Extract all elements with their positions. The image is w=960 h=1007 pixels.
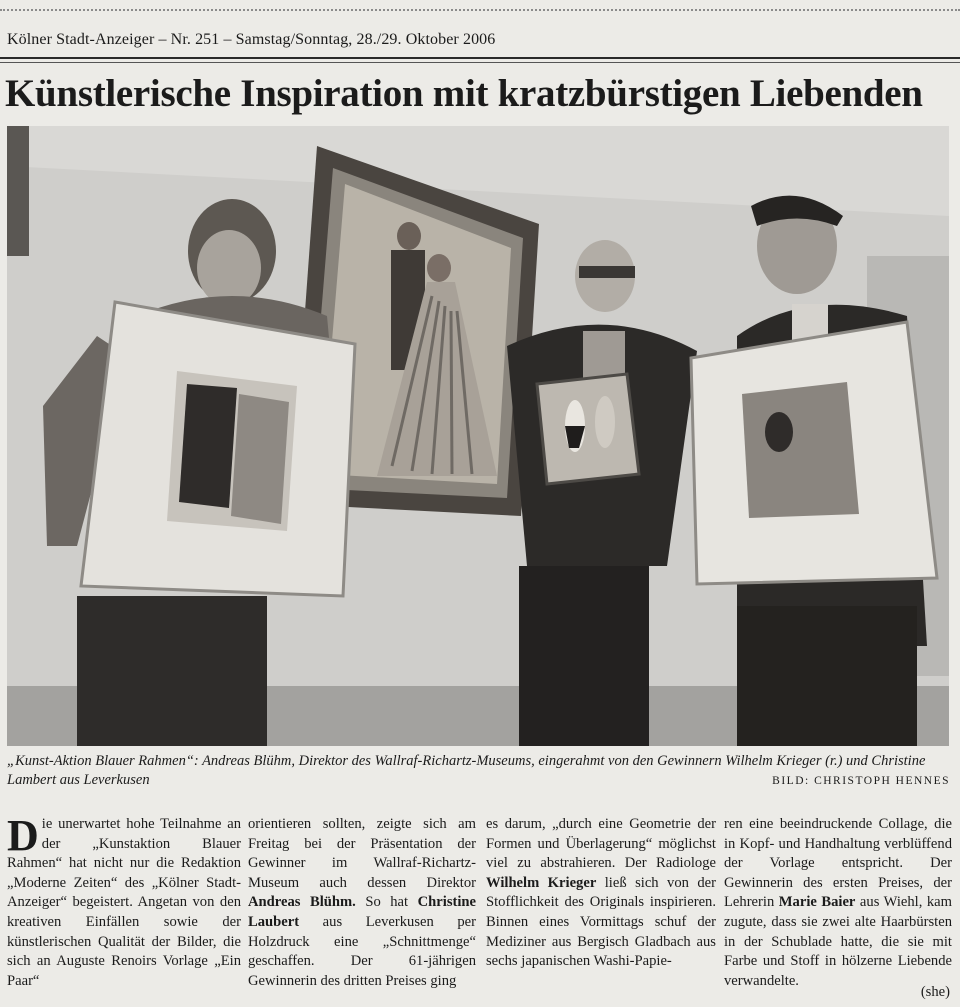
article-column-3 [486,815,716,972]
photo-caption: „Kunst-Aktion Blauer Rahmen“: Andreas Blühm, Direktor des Wallraf-Richartz-Museums, eingerahmt von den Gewinnern Wilhelm Krieger (r.) und Christine Lambert aus Leverkusen [7,753,926,788]
author-signature: (she) [920,984,950,1000]
top-dotted-rule [0,9,960,11]
drop-cap: D [7,811,39,860]
headline: Künstlerische Inspiration mit kratzbürstigen Liebenden [5,72,923,115]
column-4-text-c: aus Wiehl, kam zugute, dass sie zwei alte Haarbürsten in der Schublade hatte, die sie mit Farbe und Stoff in hölzerne Liebende verwandelte. [724,894,952,989]
name-christine-laubert: Christine Laubert [248,894,476,930]
name-andreas-bluehm: Andreas Blühm. [248,894,356,911]
column-3-text-c: ließ sich von der Stofflichkeit des Originals inspirieren. Binnen eines Vormittags schuf der Mediziner aus Bergisch Gladbach aus sechs japanischen Washi-Papie- [486,874,716,970]
article-column-1 [7,811,241,991]
name-wilhelm-krieger: Wilhelm Krieger [486,874,597,891]
name-marie-baier: Marie Baier [778,894,856,911]
article-column-2 [248,815,476,991]
news-photo [7,126,949,746]
article-column-4 [724,815,952,991]
masthead: Kölner Stadt-Anzeiger – Nr. 251 – Samstag/Sonntag, 28./29. Oktober 2006 [7,31,496,48]
masthead-rule-thin [0,62,960,63]
column-2-text-d: aus Leverkusen per Holzdruck eine „Schnittmenge“ geschaffen. Der 61-jährigen Gewinnerin des dritten Preises ging [248,913,476,989]
column-3-text-a: es darum, „durch eine Geometrie der Formen und Überlagerung“ möglichst viel zu abstrahieren. Der Radiologe [486,816,716,872]
photo-illustration [7,126,949,746]
column-4-text-a: ren eine beeindruckende Collage, die in Kopf- und Handhaltung verblüffend der Vorlage entspricht. Der Gewinnerin des ersten Preises, der Lehrerin [724,816,952,911]
column-2-text-a: orientieren sollten, zeigte sich am Freitag bei der Präsentation der Gewinner im Wallraf-Richartz-Museum auch dessen Direktor [248,816,476,891]
masthead-rule [0,57,960,59]
column-1-text: ie unerwartet hohe Teilnahme an der „Kunstaktion Blauer Rahmen“ hat nicht nur die Redaktion „Moderne Zeiten“ des „Kölner Stadt-Anzeiger“ begeistert. Angetan von den kreativen Einfällen sowie der künstlerischen Qualität der Bilder, die sich an Auguste Renoirs Vorlage „Ein Paar“ [7,816,241,989]
photo-credit: BILD: CHRISTOPH HENNES [772,775,950,787]
column-2-text-c: So hat [355,894,418,911]
